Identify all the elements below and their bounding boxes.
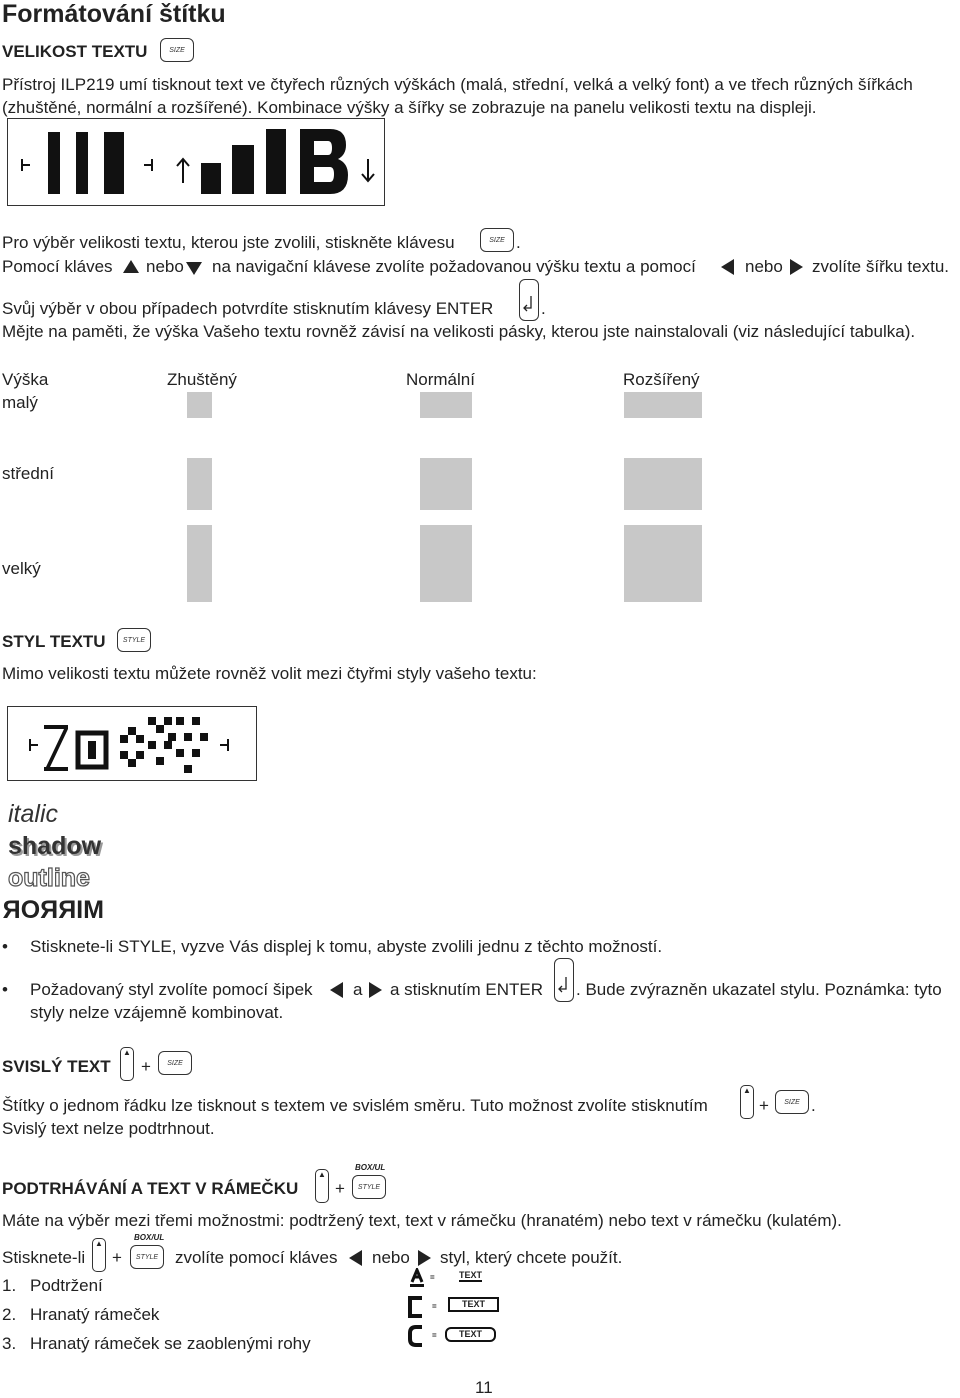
- style-sample-italic: italic: [8, 800, 59, 828]
- option-1-equals: =: [430, 1273, 435, 1282]
- list-item-1-label: Podtržení: [30, 1276, 103, 1295]
- underline-text-2b: zvolíte pomocí kláves: [175, 1248, 338, 1267]
- style-bullet-1-text: Stisknete-li STYLE, vyzve Vás displej k tomu, abyste zvolili jednu z těchto možností.: [30, 937, 663, 956]
- size-key-icon: SIZE: [158, 1051, 192, 1075]
- size-heading: VELIKOST TEXTU: [2, 42, 148, 61]
- bullet-1: •: [2, 937, 8, 956]
- style-heading: STYL TEXTU: [2, 632, 106, 651]
- sample-large-normal: [420, 525, 472, 602]
- style-sample-outline: outline: [8, 864, 90, 892]
- style-bullet-2-line2: styly nelze vzájemně kombinovat.: [30, 1003, 284, 1022]
- underline-indicator-icon: [410, 1268, 424, 1288]
- sample-large-wide: [624, 525, 702, 602]
- table-header-height: Výška: [2, 370, 49, 389]
- tape-note-text: Mějte na paměti, že výška Vašeho textu rovněž závisí na velikosti pásky, kterou jste nainstalovali (viz následující tabulka).: [2, 322, 916, 341]
- confirm-enter-text: Svůj výběr v obou případech potvrdíte stisknutím klávesy ENTER: [2, 299, 494, 318]
- option-3-equals: =: [432, 1331, 437, 1340]
- size-key-icon: SIZE: [160, 38, 194, 62]
- shift-key-icon: ▲: [740, 1085, 754, 1119]
- enter-key-icon: [519, 279, 539, 321]
- vertical-heading: SVISLÝ TEXT: [2, 1057, 111, 1076]
- vertical-text-2: Svislý text nelze podtrhnout.: [2, 1119, 215, 1138]
- underline-text-2c: nebo: [372, 1248, 410, 1267]
- style-key-icon: STYLE: [117, 628, 151, 652]
- list-item-3-label: Hranatý rámeček se zaoblenými rohy: [30, 1334, 311, 1353]
- style-bullet-2-text-d: . Bude zvýrazněn ukazatel stylu. Poznámka: tyto: [576, 980, 942, 999]
- right-triangle-icon: [790, 259, 803, 275]
- nav-text-a: Pomocí kláves: [2, 257, 113, 276]
- vertical-plus: +: [141, 1057, 151, 1076]
- sample-small-wide: [624, 392, 702, 418]
- size-press-key-period: .: [516, 233, 521, 252]
- nav-text-b: nebo: [146, 257, 184, 276]
- style-key-icon: STYLE: [352, 1175, 386, 1199]
- vertical-text-1-period: .: [811, 1096, 816, 1115]
- page-number: 11: [475, 1378, 493, 1397]
- nav-text-c: na navigační klávese zvolíte požadovanou výšku textu a pomocí: [212, 257, 696, 276]
- style-bullet-2-text-c: a stisknutím ENTER: [390, 980, 544, 999]
- style-intro-text: Mimo velikosti textu můžete rovněž volit mezi čtyřmi styly vašeho textu:: [2, 664, 537, 683]
- size-press-key-text: Pro výběr velikosti textu, kterou jste zvolili, stiskněte klávesu: [2, 233, 455, 252]
- sample-large-condensed: [187, 525, 212, 602]
- table-row-medium: střední: [2, 464, 54, 483]
- sample-medium-wide: [624, 458, 702, 510]
- left-triangle-icon: [721, 259, 734, 275]
- list-item-2-label: Hranatý rámeček: [30, 1305, 160, 1324]
- table-header-normal: Normální: [406, 370, 475, 389]
- list-item-2-num: 2.: [2, 1305, 17, 1324]
- page-title: Formátování štítku: [2, 0, 226, 28]
- size-lcd-display: [7, 118, 385, 206]
- table-row-large: velký: [2, 559, 41, 578]
- style-lcd-graphic: [8, 707, 258, 782]
- sample-medium-condensed: [187, 458, 212, 510]
- vertical-text-1: Štítky o jednom řádku lze tisknout s textem ve svislém směru. Tuto možnost zvolíte stisknutím: [2, 1096, 708, 1115]
- nav-text-e: zvolíte šířku textu.: [812, 257, 949, 276]
- underline-text-2d: styl, který chcete použít.: [440, 1248, 623, 1267]
- confirm-enter-period: .: [541, 299, 546, 318]
- sample-small-normal: [420, 392, 472, 418]
- vertical-plus-inline: +: [759, 1096, 769, 1115]
- left-triangle-icon: [330, 982, 343, 998]
- enter-key-icon: [554, 958, 574, 1002]
- underline-text-2a: Stisknete-li: [2, 1248, 86, 1267]
- style-sample-mirror: MIRROR: [2, 896, 104, 924]
- size-lcd-graphic: [8, 119, 386, 207]
- right-triangle-icon: [418, 1250, 431, 1266]
- down-triangle-icon: [186, 262, 202, 275]
- table-header-wide: Rozšířený: [623, 370, 700, 389]
- size-key-icon-inline: SIZE: [775, 1090, 809, 1114]
- boxul-label-inline: BOX/UL: [134, 1233, 165, 1242]
- shift-key-icon: ▲: [315, 1169, 329, 1203]
- up-triangle-icon: [123, 260, 139, 273]
- option-2-equals: =: [432, 1302, 437, 1311]
- list-item-1-num: 1.: [2, 1276, 17, 1295]
- left-triangle-icon: [349, 1250, 362, 1266]
- table-row-small: malý: [2, 393, 38, 412]
- underline-text-1: Máte na výběr mezi třemi možnostmi: podtržený text, text v rámečku (hranatém) nebo text v rámečku (kulatém).: [2, 1211, 842, 1230]
- style-key-icon-inline: STYLE: [130, 1245, 164, 1269]
- nav-text-d: nebo: [745, 257, 783, 276]
- style-bullet-2-text-a: Požadovaný styl zvolíte pomocí šipek: [30, 980, 313, 999]
- shift-key-icon: ▲: [120, 1047, 134, 1081]
- size-key-icon-inline: SIZE: [480, 228, 514, 252]
- list-item-3-num: 3.: [2, 1334, 17, 1353]
- table-header-condensed: Zhuštěný: [167, 370, 237, 389]
- shift-key-icon: ▲: [92, 1238, 106, 1272]
- size-paragraph-line1: Přístroj ILP219 umí tisknout text ve čtyřech různých výškách (malá, střední, velká a velký font) a ve třech různých šířkách: [2, 75, 913, 94]
- option-3-sample: TEXT: [445, 1327, 496, 1342]
- boxul-label: BOX/UL: [355, 1163, 386, 1172]
- sample-medium-normal: [420, 458, 472, 510]
- underline-plus-inline: +: [112, 1248, 122, 1267]
- underline-plus: +: [335, 1179, 345, 1198]
- size-paragraph-line2: (zhuštěné, normální a rozšířené). Kombinace výšky a šířky se zobrazuje na panelu velikosti textu na displeji.: [2, 98, 817, 117]
- option-1-sample: TEXT: [459, 1270, 483, 1280]
- style-lcd-display: [7, 706, 257, 781]
- style-sample-shadow: shadow: [8, 832, 102, 860]
- bullet-2: •: [2, 980, 8, 999]
- style-bullet-2-text-b: a: [353, 980, 363, 999]
- option-2-sample: TEXT: [448, 1297, 499, 1312]
- square-box-indicator-icon: [408, 1296, 424, 1318]
- rounded-box-indicator-icon: [408, 1325, 424, 1347]
- sample-small-condensed: [187, 392, 212, 418]
- right-triangle-icon: [369, 982, 382, 998]
- underline-heading: PODTRHÁVÁNÍ A TEXT V RÁMEČKU: [2, 1179, 299, 1198]
